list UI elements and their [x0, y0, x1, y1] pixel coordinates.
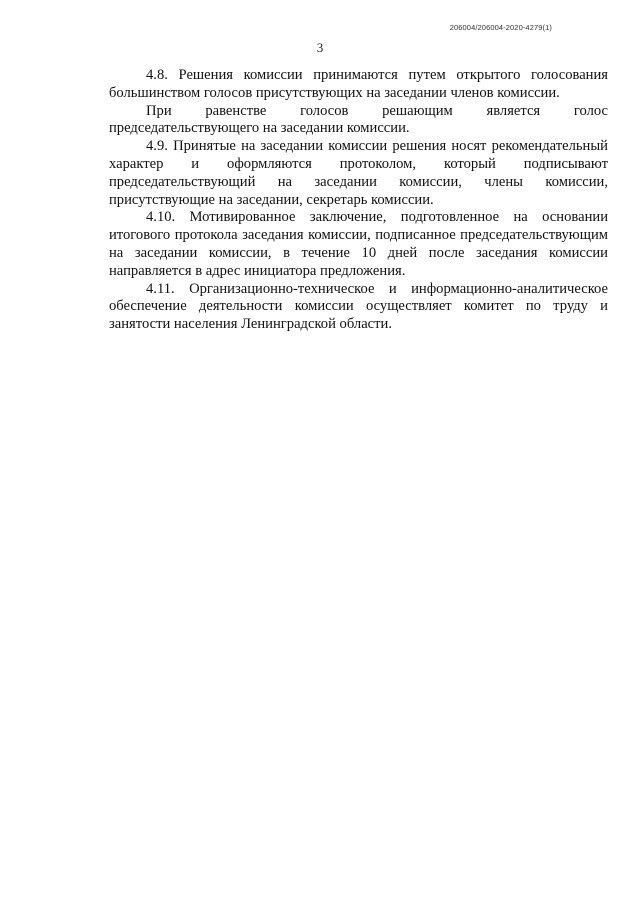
- paragraph-4-8: 4.8. Решения комиссии принимаются путем открытого голосования большинством голосов присутствующих на заседании членов комиссии.: [109, 67, 608, 101]
- paragraph-4-11: 4.11. Организационно-техническое и информационно-аналитическое обеспечение деятельности комиссии осуществляет комитет по труду и занятости населения Ленинградской области.: [109, 280, 608, 333]
- page-number: 3: [316, 40, 324, 55]
- paragraph-4-10: 4.10. Мотивированное заключение, подготовленное на основании итогового протокола заседания комиссии, подписанное председательствующим на заседании комиссии, в течение 10 дней после заседания комиссии направляется в адрес инициатора предложения.: [109, 209, 608, 279]
- paragraph-tie-vote: При равенстве голосов решающим является голос председательствующего на заседании комиссии.: [109, 102, 608, 137]
- document-id: 206004/206004-2020-4279(1): [449, 23, 552, 32]
- document-body: [109, 67, 608, 334]
- paragraph-4-9: 4.9. Принятые на заседании комиссии решения носят рекомендательный характер и оформляются протоколом, который подписывают председательствующий на заседании комиссии, члены комиссии, присутствующие на заседании, секретарь комиссии.: [109, 138, 608, 208]
